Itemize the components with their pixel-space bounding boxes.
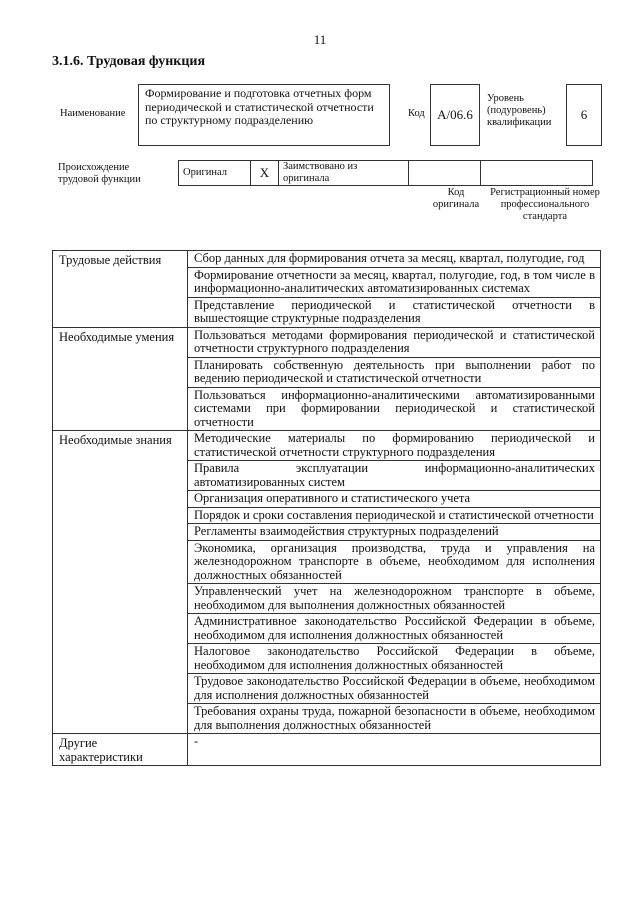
- name-label: Наименование: [60, 108, 126, 119]
- item-cell: Представление периодической и статистической отчетности в вышестоящие структурные подразделения: [188, 297, 601, 327]
- section-title: 3.1.6. Трудовая функция: [52, 54, 206, 69]
- item-cell: Сбор данных для формирования отчета за месяц, квартал, полугодие, год: [188, 251, 601, 268]
- item-cell: Методические материалы по формированию периодической и статистической отчетности структурного подразделения: [188, 431, 601, 461]
- item-cell: Организация оперативного и статистического учета: [188, 491, 601, 508]
- function-details-body: [53, 251, 601, 766]
- qualification-level-label-text: Уровень (подуровень) квалификации: [487, 93, 552, 128]
- table-row: [53, 734, 601, 766]
- table-row: [53, 251, 601, 268]
- item-cell: Регламенты взаимодействия структурных подразделений: [188, 524, 601, 541]
- category-cell: Необходимые знания: [53, 431, 188, 734]
- item-cell: -: [188, 734, 601, 766]
- item-cell: Трудовое законодательство Российской Федерации в объеме, необходимом для исполнения должностных обязанностей: [188, 674, 601, 704]
- function-code-field: А/06.6: [430, 84, 480, 146]
- item-cell: Правила эксплуатации информационно-аналитических автоматизированных систем: [188, 461, 601, 491]
- code-label: Код: [408, 108, 425, 119]
- qualification-level-label: [487, 93, 565, 129]
- reg-number-label: Регистрационный номер профессионального стандарта: [490, 187, 600, 222]
- reg-number-cell: [481, 161, 593, 186]
- function-name-field: Формирование и подготовка отчетных форм периодической и статистической отчетности по структурному подразделению: [138, 84, 390, 146]
- origin-label-text: Происхождение трудовой функции: [58, 162, 141, 185]
- original-cell: Оригинал: [179, 161, 251, 186]
- item-cell: Требования охраны труда, пожарной безопасности в объеме, необходимом для выполнения должностных обязанностей: [188, 704, 601, 734]
- category-cell: Необходимые умения: [53, 327, 188, 431]
- item-cell: Экономика, организация производства, труда и управления на железнодорожном транспорте в объеме, необходимом для исполнения должностных обязанностей: [188, 540, 601, 584]
- category-cell: Трудовые действия: [53, 251, 188, 328]
- item-cell: Пользоваться информационно-аналитическими автоматизированными системами при формировании периодической и статистической отчетности: [188, 387, 601, 431]
- item-cell: Порядок и сроки составления периодической и статистической отчетности: [188, 507, 601, 524]
- origin-label: [58, 162, 168, 186]
- item-cell: Налоговое законодательство Российской Федерации в объеме, необходимом для исполнения должностных обязанностей: [188, 644, 601, 674]
- table-row: [53, 327, 601, 357]
- code-original-label: Код оригинала: [432, 187, 480, 210]
- item-cell: Формирование отчетности за месяц, квартал, полугодие, год, в том числе в информационно-аналитических автоматизированных системах: [188, 267, 601, 297]
- code-original-cell: [409, 161, 481, 186]
- item-cell: Административное законодательство Российской Федерации в объеме, необходимом для исполнения должностных обязанностей: [188, 614, 601, 644]
- table-row: [53, 431, 601, 461]
- origin-table: [178, 160, 593, 186]
- function-details-table: [52, 250, 601, 766]
- category-cell: Другие характеристики: [53, 734, 188, 766]
- original-mark-cell: X: [251, 161, 279, 186]
- item-cell: Планировать собственную деятельность при выполнении работ по ведению периодической и статистической отчетности: [188, 357, 601, 387]
- item-cell: Пользоваться методами формирования периодической и статистической отчетности структурного подразделения: [188, 327, 601, 357]
- borrowed-cell: Заимствовано из оригинала: [279, 161, 409, 186]
- item-cell: Управленческий учет на железнодорожном транспорте в объеме, необходимом для выполнения должностных обязанностей: [188, 584, 601, 614]
- page-number: 11: [313, 32, 327, 47]
- qualification-level-field: 6: [566, 84, 602, 146]
